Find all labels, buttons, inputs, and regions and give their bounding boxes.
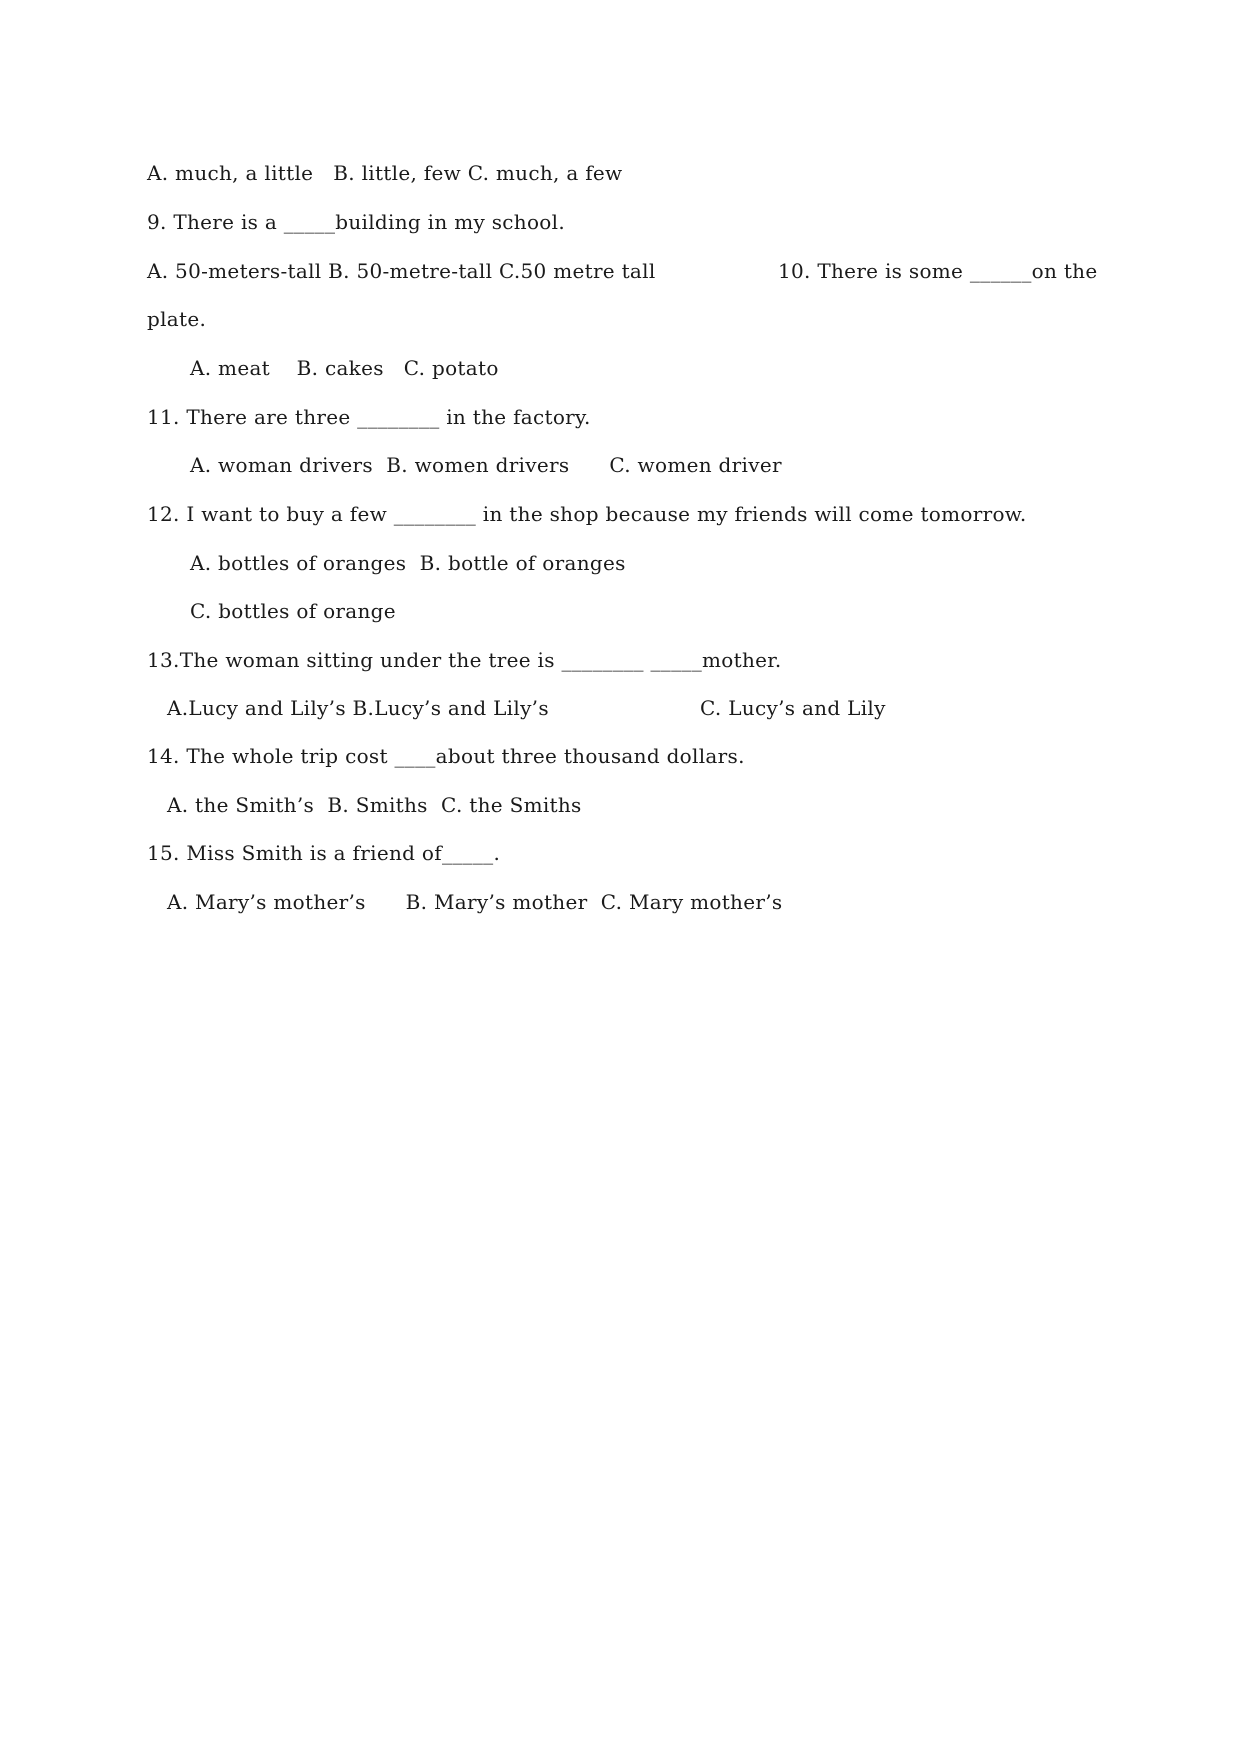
- q15-options: A. Mary’s mother’s B. Mary’s mother C. Mary mother’s: [167, 890, 783, 914]
- q15-question: 15. Miss Smith is a friend of_____.: [147, 841, 501, 865]
- q8-options: A. much, a little B. little, few C. much, a few: [147, 161, 623, 185]
- q11-options: A. woman drivers B. women drivers C. women driver: [190, 453, 782, 477]
- q14-options: A. the Smith’s B. Smiths C. the Smiths: [167, 793, 582, 817]
- q10-options: A. meat B. cakes C. potato: [190, 356, 499, 380]
- q13-options-ab: A.Lucy and Lily’s B.Lucy’s and Lily’s: [167, 696, 549, 720]
- q12-question: 12. I want to buy a few ________ in the shop because my friends will come tomorrow.: [147, 502, 1027, 526]
- q11-question: 11. There are three ________ in the factory.: [147, 405, 591, 429]
- q9-question: 9. There is a _____building in my school.: [147, 210, 566, 234]
- q12-options-ab: A. bottles of oranges B. bottle of oranges: [190, 551, 626, 575]
- q10-question: 10. There is some ______on the: [778, 259, 1098, 283]
- q9-options: A. 50-meters-tall B. 50-metre-tall C.50 metre tall: [147, 259, 656, 283]
- q13-option-c: C. Lucy’s and Lily: [700, 696, 886, 720]
- q12-option-c: C. bottles of orange: [190, 599, 396, 623]
- q10-question-continued: plate.: [147, 307, 207, 331]
- q13-question: 13.The woman sitting under the tree is ________ _____mother.: [147, 648, 782, 672]
- q14-question: 14. The whole trip cost ____about three thousand dollars.: [147, 744, 745, 768]
